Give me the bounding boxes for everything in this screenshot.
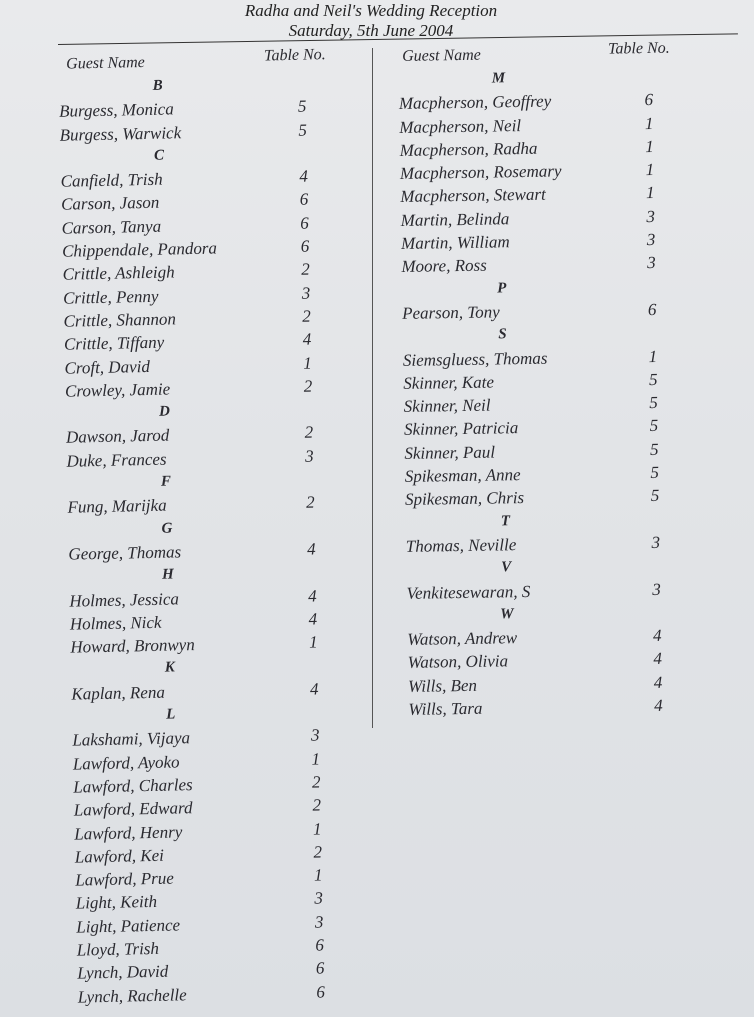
page-title: Radha and Neil's Wedding Reception <box>244 1 498 20</box>
table-number: 6 <box>647 299 657 320</box>
guest-name: Spikesman, Chris <box>404 488 525 510</box>
guest-name: Watson, Andrew <box>407 628 518 650</box>
section-letter: T <box>500 512 511 530</box>
guest-name: Skinner, Kate <box>403 372 495 393</box>
table-number: 4 <box>302 329 312 349</box>
guest-name: Martin, William <box>400 232 510 254</box>
guest-name: Lawford, Henry <box>74 821 183 844</box>
table-number: 6 <box>644 90 654 110</box>
guest-row <box>406 694 706 722</box>
table-number: 2 <box>305 492 315 513</box>
guest-name: Macpherson, Stewart <box>400 185 546 207</box>
table-number: 3 <box>646 230 656 250</box>
guest-name: Light, Keith <box>75 892 158 913</box>
table-number: 5 <box>649 416 659 436</box>
guest-name: Lynch, Rachelle <box>77 984 187 1007</box>
section-letter: P <box>497 279 507 297</box>
guest-name: Dawson, Jarod <box>65 425 170 448</box>
guest-name: Canfield, Trish <box>60 169 163 191</box>
table-number: 3 <box>647 253 656 273</box>
table-number: 6 <box>315 958 325 978</box>
section-letter: K <box>164 659 176 677</box>
section-letter: B <box>152 77 163 94</box>
guest-name: Crowley, Jamie <box>64 379 171 401</box>
guest-name: Crittle, Shannon <box>63 309 177 331</box>
guest-name: Pearson, Tony <box>402 302 500 323</box>
table-number: 2 <box>311 772 321 792</box>
table-number: 3 <box>314 912 324 932</box>
guest-name: Light, Patience <box>76 915 181 937</box>
table-number: 4 <box>653 695 663 716</box>
guest-name: Macpherson, Geoffrey <box>398 91 552 114</box>
table-number: 1 <box>303 353 312 373</box>
guest-name: Lakshami, Vijaya <box>72 728 191 750</box>
guest-name: Burgess, Monica <box>58 99 174 122</box>
table-number: 6 <box>300 236 310 256</box>
table-number: 5 <box>298 120 308 140</box>
guest-name: Macpherson, Rosemary <box>399 161 562 184</box>
table-number: 3 <box>651 532 661 552</box>
table-number: 5 <box>649 439 659 459</box>
table-number: 2 <box>313 842 323 862</box>
guest-name: Duke, Frances <box>66 449 167 471</box>
table-number: 6 <box>315 935 325 955</box>
guest-name: Skinner, Patricia <box>403 418 519 440</box>
section-letter: D <box>158 403 171 420</box>
guest-name: Siemsgluess, Thomas <box>402 348 548 370</box>
section-letter: H <box>161 566 174 583</box>
guest-name: Lawford, Charles <box>73 775 193 797</box>
table-number: 5 <box>297 96 307 117</box>
table-number: 2 <box>302 306 311 326</box>
guest-name: Moore, Ross <box>401 255 487 277</box>
guest-name: Burgess, Warwick <box>59 122 182 145</box>
guest-name: George, Thomas <box>68 542 182 564</box>
table-number: 6 <box>316 981 326 1002</box>
guest-name: Lawford, Kei <box>74 845 165 867</box>
section-letter: C <box>153 147 165 164</box>
table-number: 4 <box>653 649 663 669</box>
table-number: 4 <box>306 539 316 559</box>
guest-name: Macpherson, Neil <box>399 115 522 137</box>
guest-name: Howard, Bronwyn <box>70 635 195 657</box>
guest-name: Crittle, Ashleigh <box>62 262 175 285</box>
guest-name-header: Guest Name <box>401 46 481 65</box>
table-number: 1 <box>645 136 654 156</box>
guest-name: Lloyd, Trish <box>76 938 160 960</box>
table-number: 4 <box>309 679 319 699</box>
guest-name: Macpherson, Radha <box>399 138 538 160</box>
guest-name: Martin, Belinda <box>400 209 510 230</box>
guest-name: Lawford, Ayoko <box>72 752 180 774</box>
guest-name: Holmes, Jessica <box>69 588 180 611</box>
table-number: 6 <box>299 190 309 210</box>
table-no-header: Table No. <box>607 39 670 58</box>
table-number: 1 <box>648 346 658 366</box>
section-letter: F <box>160 473 172 490</box>
table-number: 3 <box>304 446 314 466</box>
table-number: 1 <box>312 818 322 839</box>
guest-name: Crittle, Penny <box>62 286 159 308</box>
left-column <box>48 46 368 1010</box>
right-column <box>396 39 707 722</box>
guest-name-header: Guest Name <box>65 53 145 73</box>
table-number: 1 <box>313 865 323 885</box>
left-guest-list <box>48 72 367 1010</box>
table-number: 1 <box>645 183 655 203</box>
guest-row <box>67 980 367 1010</box>
section-letter: M <box>491 70 506 87</box>
table-number: 2 <box>303 376 313 396</box>
right-guest-list <box>396 65 706 722</box>
guest-name: Venkitesewaran, S <box>406 581 531 603</box>
table-number: 3 <box>310 725 320 745</box>
table-number: 6 <box>300 213 310 233</box>
guest-name: Carson, Tanya <box>61 216 162 238</box>
table-number: 5 <box>650 462 660 483</box>
table-number: 1 <box>644 113 654 133</box>
table-number: 3 <box>301 283 311 303</box>
table-number: 3 <box>646 206 656 226</box>
guest-name: Croft, David <box>64 356 151 378</box>
guest-name: Wills, Ben <box>407 675 478 696</box>
table-number: 1 <box>308 632 318 652</box>
table-number: 4 <box>299 166 309 186</box>
guest-name: Crittle, Tiffany <box>63 332 165 354</box>
guest-name: Lynch, David <box>77 961 169 983</box>
table-number: 4 <box>307 586 317 606</box>
table-number: 5 <box>650 486 660 506</box>
table-number: 1 <box>311 749 321 769</box>
table-number: 2 <box>301 259 310 280</box>
guest-name: Fung, Marijka <box>67 495 167 518</box>
table-number: 5 <box>649 393 659 413</box>
table-number: 3 <box>314 888 324 908</box>
table-number: 4 <box>308 609 318 629</box>
column-divider <box>372 48 373 728</box>
guest-name: Thomas, Neville <box>405 535 517 556</box>
guest-name: Chippendale, Pandora <box>61 238 218 261</box>
guest-name: Lawford, Prue <box>75 868 174 890</box>
guest-name: Lawford, Edward <box>73 798 193 820</box>
guest-name: Skinner, Neil <box>403 395 491 417</box>
section-letter: W <box>500 606 514 623</box>
event-date: Saturday, 5th June 2004 <box>288 21 454 40</box>
guest-name: Wills, Tara <box>408 698 483 719</box>
section-letter: L <box>166 706 176 723</box>
table-number: 4 <box>653 672 663 692</box>
guest-name: Watson, Olivia <box>407 651 509 673</box>
guest-name: Skinner, Paul <box>404 442 496 463</box>
guest-name: Carson, Jason <box>60 193 160 215</box>
guest-name: Kaplan, Rena <box>71 682 166 704</box>
table-number: 3 <box>652 579 661 599</box>
section-letter: S <box>498 326 507 343</box>
table-no-header: Table No. <box>263 46 326 65</box>
table-number: 2 <box>304 422 314 443</box>
table-number: 2 <box>312 795 322 815</box>
section-letter: G <box>161 520 173 537</box>
table-number: 1 <box>645 160 655 180</box>
table-number: 5 <box>648 369 658 389</box>
table-number: 4 <box>652 626 662 646</box>
section-letter: V <box>501 559 512 576</box>
guest-name: Holmes, Nick <box>69 612 162 634</box>
guest-name: Spikesman, Anne <box>404 465 521 486</box>
